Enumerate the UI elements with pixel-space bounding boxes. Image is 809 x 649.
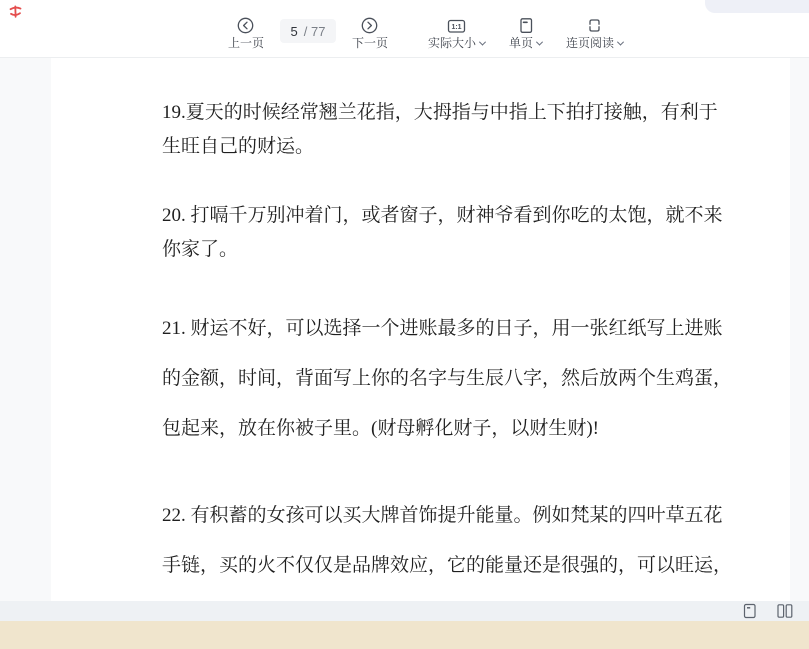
text-line: 手链，买的火不仅仅是品牌效应，它的能量还是很强的，可以旺运，: [162, 555, 733, 576]
paragraph-20: [162, 199, 770, 267]
actual-size-button[interactable]: [428, 17, 485, 50]
toolbar-controls: [21, 0, 809, 58]
chevron-left-circle-icon: [237, 17, 254, 34]
two-page-view-icon[interactable]: [776, 603, 794, 619]
next-page-label: 下一页: [351, 36, 388, 50]
prev-page-button[interactable]: [228, 17, 264, 50]
bottom-strip: [0, 621, 809, 649]
one-to-one-icon: [447, 17, 466, 34]
single-page-label: 单页: [509, 36, 534, 50]
actual-size-label: 实际大小: [427, 36, 476, 50]
chevron-right-circle-icon: [361, 17, 378, 34]
document-page-icon: [518, 17, 534, 34]
page-current[interactable]: 5: [290, 23, 298, 39]
page-total: / 77: [303, 23, 326, 39]
page-indicator[interactable]: [280, 19, 336, 43]
text-line: 19.夏天的时候经常翘兰花指，大拇指与中指上下拍打接触，有利于: [162, 102, 718, 123]
text-line: 包起来，放在你被子里。(财母孵化财子，以财生财)!: [162, 418, 599, 439]
window-corner-notch: [705, 0, 809, 13]
paragraph-19: [162, 96, 770, 164]
paragraph-22: [162, 491, 770, 591]
text-line: 20. 打嗝千万别冲着门，或者窗子，财神爷看到你吃的太饱，就不来: [162, 205, 723, 226]
prev-page-label: 上一页: [227, 36, 264, 50]
text-line: 21. 财运不好，可以选择一个进账最多的日子，用一张红纸写上进账: [162, 318, 723, 339]
viewer-canvas[interactable]: [0, 58, 809, 601]
linked-pages-icon: [586, 17, 603, 34]
text-line: 你家了。: [162, 239, 239, 260]
status-bar: [0, 601, 809, 621]
chevron-down-icon: [536, 39, 543, 46]
chevron-down-icon: [479, 39, 486, 46]
paragraph-21: [162, 304, 770, 454]
text-line: 22. 有积蓄的女孩可以买大牌首饰提升能量。例如梵某的四叶草五花: [162, 505, 723, 526]
next-page-button[interactable]: [352, 17, 388, 50]
svg-text:1:1: 1:1: [451, 23, 462, 31]
document-page: [51, 58, 790, 601]
continuous-reading-label: 连页阅读: [566, 36, 615, 50]
single-page-button[interactable]: [509, 17, 542, 50]
single-page-view-icon[interactable]: [742, 603, 757, 619]
toolbar: [0, 0, 809, 58]
continuous-reading-button[interactable]: [566, 17, 623, 50]
text-line: 的金额，时间，背面写上你的名字与生辰八字，然后放两个生鸡蛋，: [162, 368, 733, 389]
text-line: 生旺自己的财运。: [162, 136, 315, 157]
chevron-down-icon: [617, 39, 624, 46]
